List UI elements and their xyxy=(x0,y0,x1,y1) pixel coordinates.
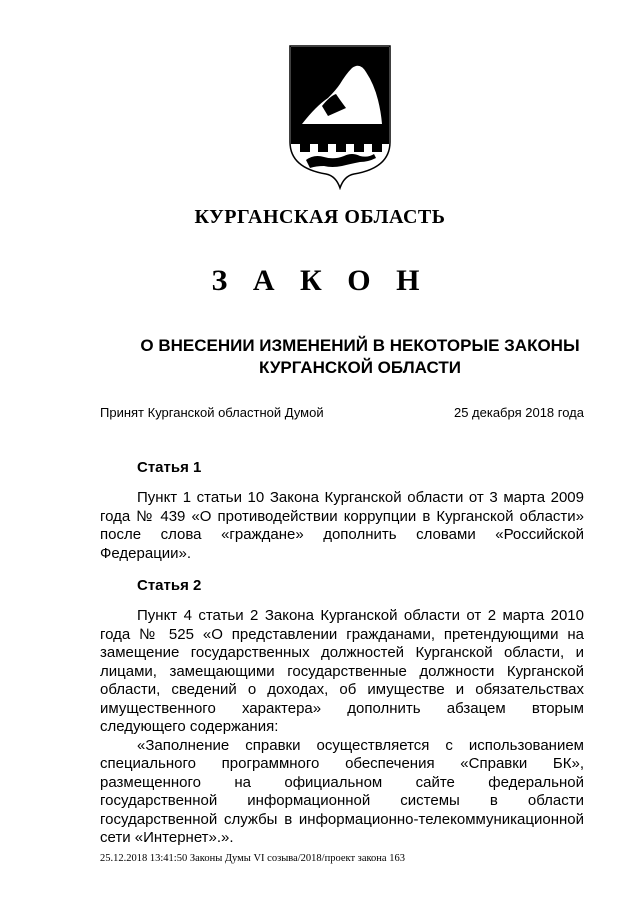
region-name: КУРГАНСКАЯ ОБЛАСТЬ xyxy=(194,206,446,228)
article-1-body xyxy=(100,489,584,563)
article-2-heading: Статья 2 xyxy=(137,577,202,594)
adoption-body: Принят Курганской областной Думой xyxy=(100,405,324,420)
law-title-line-1: О ВНЕСЕНИИ ИЗМЕНЕНИЙ В НЕКОТОРЫЕ ЗАКОНЫ xyxy=(140,336,580,355)
adoption-date: 25 декабря 2018 года xyxy=(453,405,584,420)
article-2-paragraph-1: Пункт 4 статьи 2 Закона Курганской области от 2 марта 2010 года № 525 «О представлении гражданами, претендующими на замещение государственных должностей Курганской области, и лицами, замещающими государственные должности Курганской области, сведений о доходах, об имуществе и обязательствах имущественного характера» дополнить абзацем вторым следующего содержания: xyxy=(100,607,584,735)
article-2-paragraph-2: «Заполнение справки осуществляется с использованием специального программного обеспечения «Справки БК», размещенного на официальном сайте федеральной государственной информационной системы в области государственной службы в информационно-телекоммуникационной сети «Интернет».». xyxy=(100,736,584,846)
article-1-paragraph-1: Пункт 1 статьи 10 Закона Курганской области от 3 марта 2009 года № 439 «О противодействии коррупции в Курганской области» после слова «граждане» дополнить словами «Российской Федерации». xyxy=(100,489,584,562)
kurgan-coat-of-arms-icon xyxy=(288,44,392,190)
law-title-line-2: КУРГАНСКОЙ ОБЛАСТИ xyxy=(259,358,461,377)
document-type: З А К О Н xyxy=(211,264,429,297)
adoption-row xyxy=(100,405,584,423)
footer-stamp: 25.12.2018 13:41:50 Законы Думы VI созыва/2018/проект закона 163 xyxy=(100,853,405,864)
article-1-heading: Статья 1 xyxy=(137,459,202,476)
article-2-body xyxy=(100,607,584,848)
law-title xyxy=(110,335,610,379)
